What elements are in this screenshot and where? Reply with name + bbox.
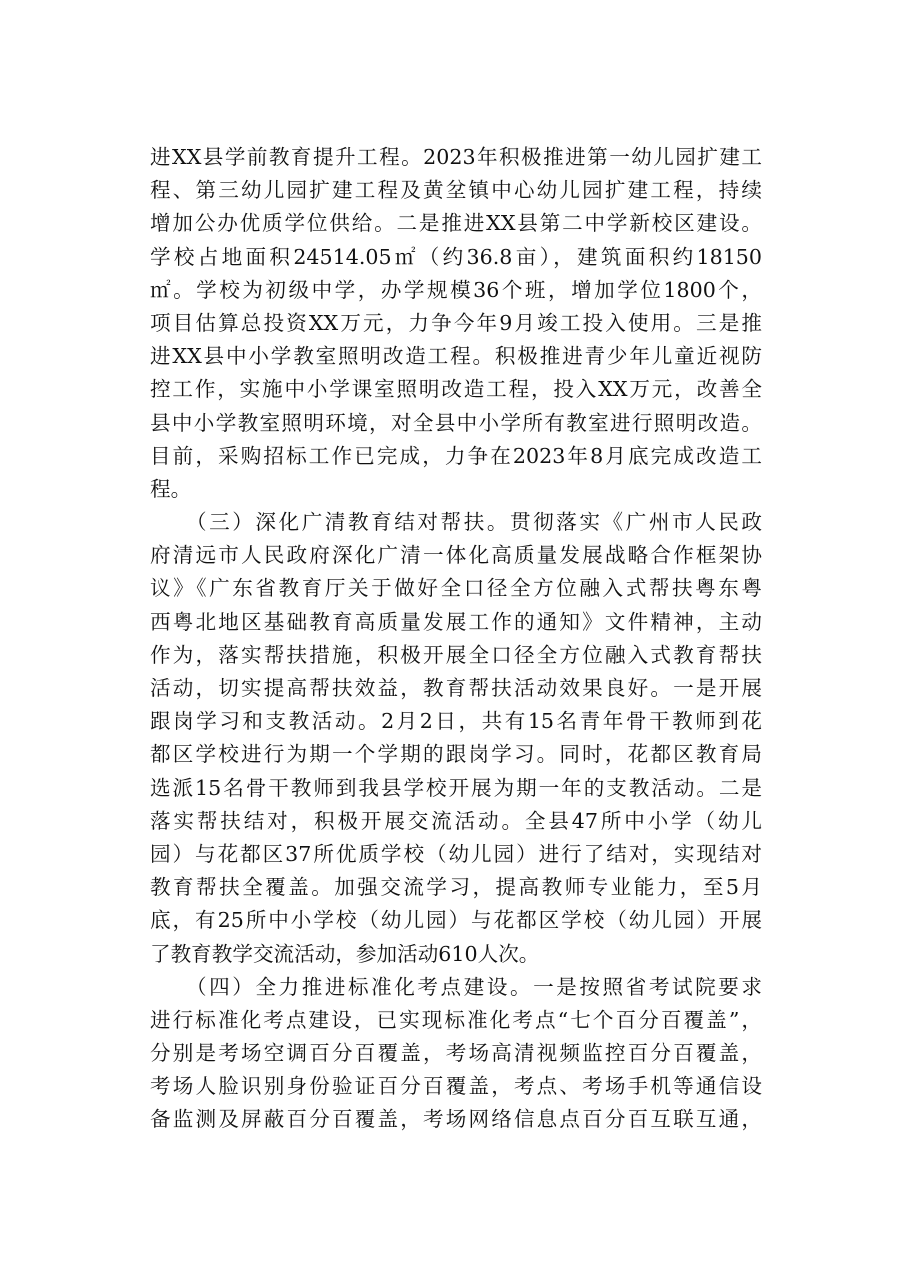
text-line: 备监测及屏蔽百分百覆盖，考场网络信息点百分百互联互通， (150, 1107, 762, 1132)
paragraph-preschool-projects (150, 141, 762, 506)
text-line: 落实帮扶结对，积极开展交流活动。全县47所中小学（幼儿 (150, 808, 762, 833)
text-line: 教育帮扶全覆盖。加强交流学习，提高教师专业能力，至5月 (150, 875, 762, 900)
text-line: 府清远市人民政府深化广清一体化高质量发展战略合作框架协 (150, 543, 762, 568)
text-line: 选派15名骨干教师到我县学校开展为期一年的支教活动。二是 (150, 775, 762, 800)
text-line: 学校占地面积24514.05㎡（约36.8亩），建筑面积约18150 (150, 244, 762, 269)
text-line: 活动，切实提高帮扶效益，教育帮扶活动效果良好。一是开展 (150, 676, 762, 700)
text-line: 跟岗学习和支教活动。2月2日，共有15名青年骨干教师到花 (150, 709, 762, 734)
text-line: （四）全力推进标准化考点建设。一是按照省考试院要求 (150, 974, 762, 999)
text-line: 园）与花都区37所优质学校（幼儿园）进行了结对，实现结对 (150, 841, 762, 866)
text-line: 进XX县中小学教室照明改造工程。积极推进青少年儿童近视防 (150, 344, 762, 369)
text-line: 控工作，实施中小学课室照明改造工程，投入XX万元，改善全 (150, 377, 762, 402)
text-line: 程。 (150, 476, 192, 501)
text-line: 西粤北地区基础教育高质量发展工作的通知》文件精神，主动 (150, 609, 762, 634)
document-page (150, 141, 762, 1137)
text-line: 县中小学教室照明环境，对全县中小学所有教室进行照明改造。 (150, 410, 762, 435)
text-line: （三）深化广清教育结对帮扶。贯彻落实《广州市人民政 (150, 510, 762, 535)
text-line: 底，有25所中小学校（幼儿园）与花都区学校（幼儿园）开展 (150, 908, 762, 933)
text-line: 增加公办优质学位供给。二是推进XX县第二中学新校区建设。 (150, 211, 762, 236)
text-line: 目前，采购招标工作已完成，力争在2023年8月底完成改造工 (150, 443, 762, 468)
text-line: 议》《广东省教育厅关于做好全口径全方位融入式帮扶粤东粤 (150, 576, 762, 601)
paragraph-standardized-exam-sites (150, 971, 762, 1137)
text-line: 分别是考场空调百分百覆盖，考场高清视频监控百分百覆盖， (150, 1041, 762, 1066)
text-line: 了教育教学交流活动，参加活动610人次。 (150, 941, 540, 966)
text-line: 进XX县学前教育提升工程。2023年积极推进第一幼儿园扩建工 (150, 145, 762, 169)
text-line: 都区学校进行为期一个学期的跟岗学习。同时，花都区教育局 (150, 742, 762, 767)
text-line: 考场人脸识别身份验证百分百覆盖，考点、考场手机等通信设 (150, 1074, 762, 1099)
text-line: ㎡。学校为初级中学，办学规模36个班，增加学位1800个， (150, 277, 762, 302)
text-line: 作为，落实帮扶措施，积极开展全口径全方位融入式教育帮扶 (150, 642, 762, 667)
text-line: 进行标准化考点建设，已实现标准化考点“七个百分百覆盖”， (150, 1007, 762, 1032)
paragraph-guangqing-assistance (150, 506, 762, 971)
text-line: 项目估算总投资XX万元，力争今年9月竣工投入使用。三是推 (150, 310, 762, 335)
text-line: 程、第三幼儿园扩建工程及黄坌镇中心幼儿园扩建工程，持续 (150, 178, 762, 203)
